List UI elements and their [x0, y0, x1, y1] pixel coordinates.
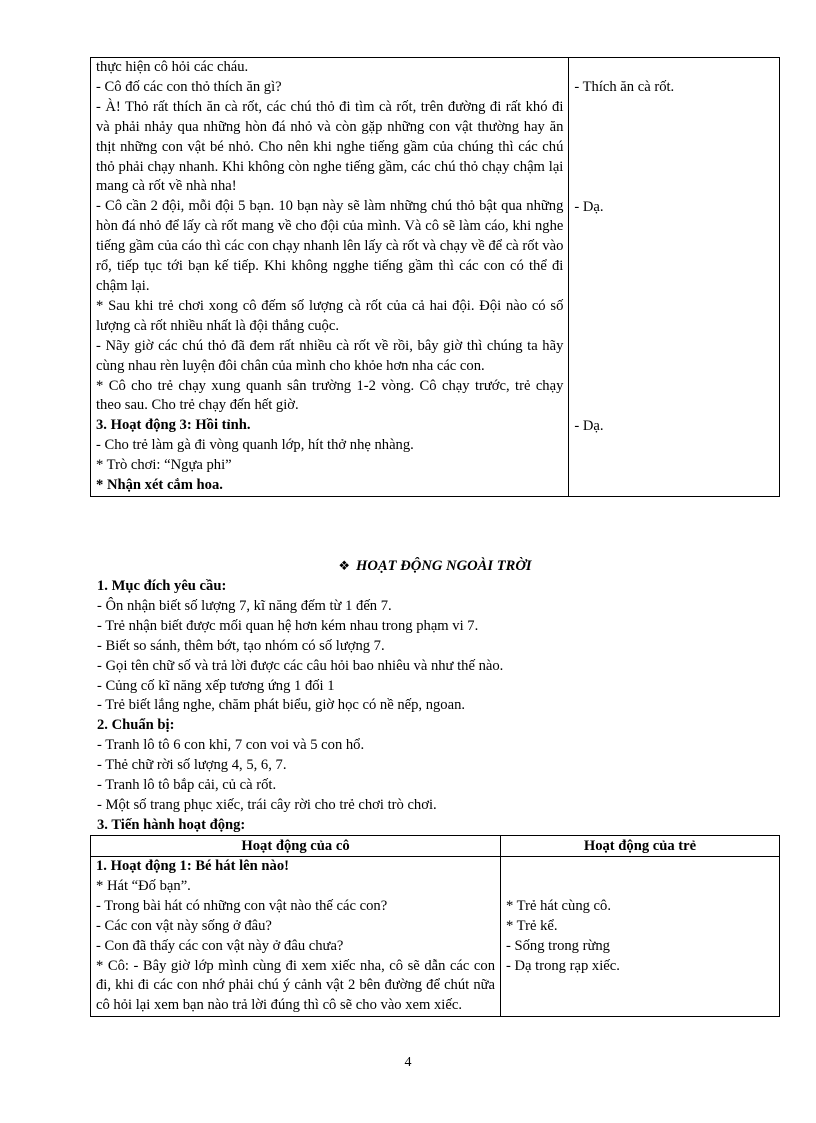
- paragraph: * Trò chơi: “Ngựa phi”: [96, 457, 232, 474]
- child-activity-cell: [501, 857, 780, 1017]
- paragraph: thực hiện cô hỏi các cháu.: [96, 59, 249, 75]
- paragraph: - Cho trẻ làm gà đi vòng quanh lớp, hít thở nhẹ nhàng.: [96, 437, 414, 454]
- paragraph: - Con đã thấy các con vật này ở đâu chưa?: [96, 937, 344, 954]
- list-item: - Trẻ biết lắng nghe, chăm phát biểu, giờ học có nề nếp, ngoan.: [97, 697, 466, 714]
- paragraph: * Sau khi trẻ chơi xong cô đếm số lượng cà rốt của cả hai đội. Đội nào có số lượng cà rốt nhiều nhất là đội thắng cuộc.: [96, 297, 564, 334]
- list-item: - Tranh lô tô bắp cải, củ cà rốt.: [97, 777, 277, 794]
- child-response: - Dạ trong rạp xiếc.: [506, 957, 620, 974]
- activity-table-continued: [90, 57, 780, 497]
- column-header-teacher: Hoạt động của cô: [91, 836, 501, 857]
- paragraph: - Cô đố các con thỏ thích ăn gì?: [96, 78, 282, 95]
- list-item: - Một số trang phục xiếc, trái cây rời cho trẻ chơi trò chơi.: [97, 796, 437, 813]
- spacer: [574, 98, 774, 198]
- activity-table: [90, 835, 780, 1017]
- paragraph: - À! Thỏ rất thích ăn cà rốt, các chú thỏ đi tìm cà rốt, trên đường đi rất khó đi và phải nhảy qua những hòn đá nhỏ và còn gặp những con vật thường hay ăn thịt những con vật bé nhỏ. Cho nên khi nghe tiếng gầm của chúng thì các chú thỏ phải chạy nhanh. Khi không còn nghe tiếng gầm, các chú thỏ chạy chậm lại mang cà rốt về nhà nha!: [96, 98, 564, 195]
- spacer: [506, 857, 774, 897]
- paragraph: * Hát “Đố bạn”.: [96, 877, 191, 894]
- child-response: - Thích ăn cà rốt.: [574, 79, 675, 95]
- table-row: [91, 857, 780, 1017]
- child-response: - Dạ.: [574, 417, 604, 434]
- spacer: [574, 58, 774, 78]
- paragraph: - Cô cần 2 đội, mỗi đội 5 bạn. 10 bạn này sẽ làm những chú thỏ bật qua những hòn đá nhỏ để lấy cà rốt mang về cho đội của mình. Và cô sẽ làm cáo, khi nghe tiếng gầm của cáo thì các con chạy nhanh lên lấy cà rốt và chạy về để cà rốt vào rổ, tiếp tục tới bạn kế tiếp. Khi không ngghe tiếng gầm thì các con có thể đi chậm lại.: [96, 198, 564, 294]
- spacer: [574, 218, 774, 417]
- child-activity-cell: [569, 58, 780, 497]
- list-item: - Gọi tên chữ số và trả lời được các câu hỏi bao nhiêu và như thế nào.: [97, 657, 504, 674]
- table-header-row: [91, 836, 780, 857]
- teacher-activity-cell: [91, 857, 501, 1017]
- paragraph: * Cô cho trẻ chạy xung quanh sân trường 1-2 vòng. Cô chạy trước, trẻ chạy theo sau. Cho trẻ chạy đến hết giờ.: [96, 377, 564, 414]
- activity-heading: * Nhận xét cắm hoa.: [96, 477, 223, 494]
- purpose-section: [97, 577, 777, 836]
- list-item: - Tranh lô tô 6 con khỉ, 7 con voi và 5 con hổ.: [97, 737, 365, 754]
- section-heading: 2. Chuẩn bị:: [97, 717, 175, 734]
- section-heading: 3. Tiến hành hoạt động:: [97, 816, 246, 833]
- list-item: - Thẻ chữ rời số lượng 4, 5, 6, 7.: [97, 757, 287, 774]
- child-response: * Trẻ hát cùng cô.: [506, 898, 611, 914]
- list-item: - Củng cố kĩ năng xếp tương ứng 1 đối 1: [97, 677, 335, 694]
- paragraph: * Cô: - Bây giờ lớp mình cùng đi xem xiếc nha, cô sẽ dẫn các con đi, khi đi các con nhớ phải chú ý cảnh vật 2 bên đường để chút nữa cô hỏi lại xem bạn nào trả lời đúng thì cô sẽ cho vào xem xiếc.: [96, 957, 495, 1014]
- paragraph: - Trong bài hát có những con vật nào thế các con?: [96, 897, 388, 914]
- child-response: - Dạ.: [574, 198, 604, 215]
- list-item: - Trẻ nhận biết được mối quan hệ hơn kém nhau trong phạm vi 7.: [97, 617, 479, 634]
- table-row: [91, 58, 780, 497]
- activity-heading: 1. Hoạt động 1: Bé hát lên nào!: [96, 858, 289, 874]
- teacher-activity-cell: [91, 58, 569, 497]
- page-number: 4: [404, 1055, 412, 1070]
- paragraph: - Các con vật này sống ở đâu?: [96, 917, 272, 934]
- column-header-child: Hoạt động của trẻ: [501, 836, 780, 857]
- paragraph: - Nãy giờ các chú thỏ đã đem rất nhiều cà rốt về rồi, bây giờ thì chúng ta hãy cùng nhau rèn luyện đôi chân của mình cho khỏe hơn nha các con.: [96, 337, 564, 374]
- child-response: * Trẻ kể.: [506, 917, 558, 934]
- section-heading: 1. Mục đích yêu cầu:: [97, 578, 227, 594]
- list-item: - Ôn nhận biết số lượng 7, kĩ năng đếm từ 1 đến 7.: [97, 597, 392, 614]
- diamond-bullet-icon: ❖: [338, 558, 351, 573]
- child-response: - Sống trong rừng: [506, 937, 610, 954]
- list-item: - Biết so sánh, thêm bớt, tạo nhóm có số lượng 7.: [97, 637, 385, 654]
- activity-heading: 3. Hoạt động 3: Hồi tỉnh.: [96, 417, 251, 434]
- outdoor-activity-title: ❖ HOẠT ĐỘNG NGOÀI TRỜI: [338, 558, 532, 574]
